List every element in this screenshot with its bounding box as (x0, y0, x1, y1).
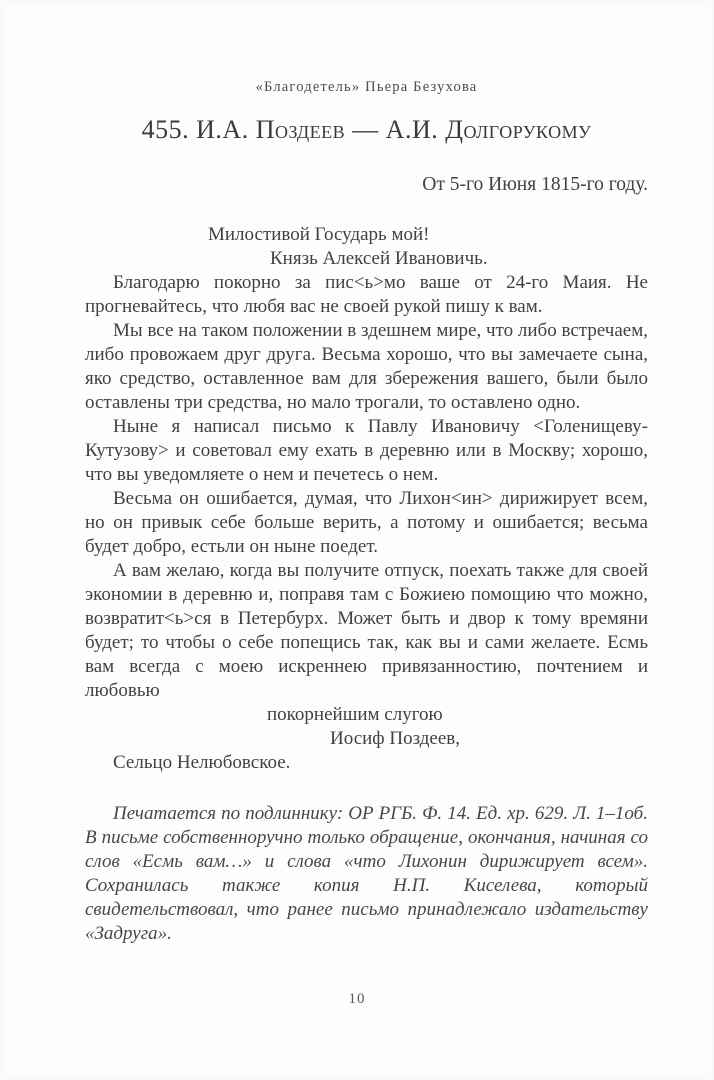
salutation-line-1: Милостивой Государь мой! (208, 224, 430, 245)
place-line: Сельцо Нелюбовское. (113, 752, 291, 773)
letter-body (85, 271, 648, 703)
paragraph: Ныне я написал письмо к Павлу Ивановичу <Голенищеву-Кутузову> и советовал ему ехать в деревню или в Москву; хорошо, что вы уведомляете о нем и печетесь о нем. (85, 416, 648, 485)
valediction-line: покорнейшим слугою (267, 704, 443, 725)
paragraph: Мы все на таком положении в здешнем мире, что либо встречаем, либо провожаем друг друга. Весьма хорошо, что вы замечаете сына, яко средство, оставленное вам для збережения вашего, были было оставлены три средства, но мало трогали, то оставлено одно. (85, 320, 648, 413)
paragraph: А вам желаю, когда вы получите отпуск, поехать также для своей экономии в деревню и, поправя там с Божиею помощию что можно, возвратит<ь>ся в Петербурх. Может быть и двор к тому времяни будет; то чтобы о себе попещись так, как вы и сами желаете. Есмь вам всегда с моею искреннею привязанностию, почтением и любовью (85, 560, 648, 701)
text-block (85, 0, 648, 946)
date-line: От 5-го Июня 1815-го году. (422, 174, 648, 195)
letter-title: 455. И.А. Поздеев — А.И. Долгорукому (141, 115, 592, 144)
signature-line: Иосиф Поздеев, (330, 728, 460, 749)
paragraph: Весьма он ошибается, думая, что Лихон<ин> дирижирует всем, но он привык себе больше верить, а потому и ошибается; весьма будет добро, естьли он ныне поедет. (85, 488, 648, 557)
running-head: «Благодетель» Пьера Безухова (255, 79, 478, 95)
source-note: Печатается по подлиннику: ОР РГБ. Ф. 14. Ед. хр. 629. Л. 1–1об. В письме собственноручно только обращение, окончания, начиная со слов «Есмь вам…» и слова «что Лихонин дирижирует всем». Сохранилась также копия Н.П. Киселева, который свидетельствовал, что ранее письмо принадлежало издательству «Задруга». (85, 803, 648, 944)
page-number: 10 (348, 991, 366, 1007)
salutation-line-2: Князь Алексей Ивановичь. (270, 248, 488, 269)
paragraph: Благодарю покорно за пис<ь>мо ваше от 24-го Маия. Не прогневайтесь, что любя вас не своей рукой пишу к вам. (85, 272, 648, 317)
